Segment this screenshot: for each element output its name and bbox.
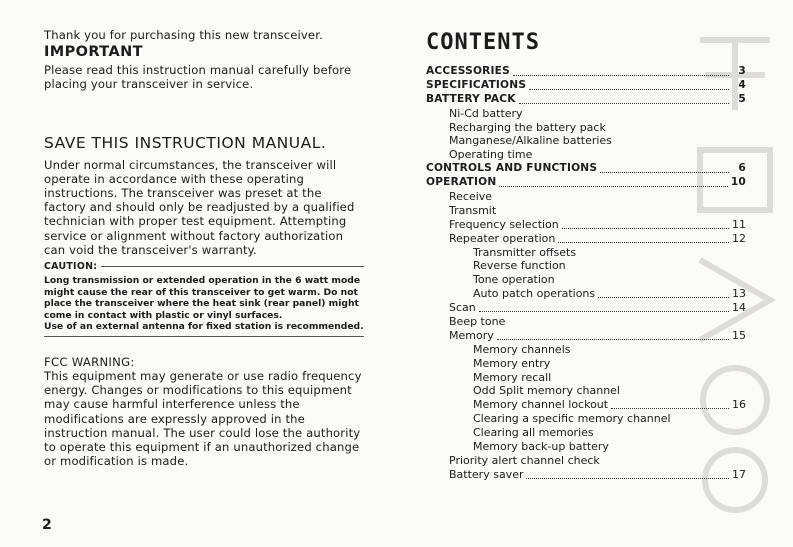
toc-entry[interactable] xyxy=(426,343,746,357)
toc-entry[interactable] xyxy=(426,176,746,190)
toc-label: Auto patch operations xyxy=(473,287,596,301)
save-manual-text: Under normal circumstances, the transceiver will operate in accordance with these operating instructions. The transceiver was preset at the factory and should only be readjusted by a qualified technician with proper test equipment. Attempting service or alignment without factory authorization can void the transceiver's warranty. xyxy=(44,157,355,257)
toc-entry[interactable] xyxy=(426,273,746,287)
toc-label: Scan xyxy=(449,301,476,315)
toc-entry[interactable] xyxy=(426,259,746,273)
toc-label: Beep tone xyxy=(449,315,506,329)
toc-page: 14 xyxy=(732,301,746,315)
toc-entry[interactable] xyxy=(426,204,746,218)
fcc-warning-text: This equipment may generate or use radio frequency energy. Changes or modifications to this equipment may cause harmful interference unless the modifications are expressly approved in the instruction manual. The user could lose the authority to operate this equipment if an unauthorized change or modification is made. xyxy=(44,369,362,469)
toc-entry[interactable] xyxy=(426,190,746,204)
table-of-contents xyxy=(426,65,746,482)
toc-entry[interactable] xyxy=(426,384,746,398)
toc-entry[interactable] xyxy=(426,93,746,107)
toc-entry[interactable] xyxy=(426,454,746,468)
toc-label: Memory recall xyxy=(473,370,552,384)
toc-entry[interactable] xyxy=(426,246,746,260)
caution-bottom-divider xyxy=(44,336,364,337)
toc-page: 6 xyxy=(738,162,746,175)
toc-label: Ni-Cd battery xyxy=(449,106,523,120)
toc-label: Operating time xyxy=(449,148,533,162)
toc-entry[interactable] xyxy=(426,440,746,454)
toc-page: 11 xyxy=(732,217,746,231)
caution-divider xyxy=(101,266,364,267)
toc-label: Memory back-up battery xyxy=(473,440,609,454)
toc-label: Repeater operation xyxy=(449,231,556,245)
toc-entry[interactable] xyxy=(426,121,746,135)
toc-entry[interactable] xyxy=(426,162,746,176)
toc-entry[interactable] xyxy=(426,371,746,385)
toc-entry[interactable] xyxy=(426,301,746,315)
toc-entry[interactable] xyxy=(426,107,746,121)
toc-page: 3 xyxy=(738,64,746,77)
toc-page: 12 xyxy=(732,231,746,245)
preface-column xyxy=(44,28,364,468)
toc-page: 10 xyxy=(730,176,746,189)
important-text: Please read this instruction manual carefully before placing your transceiver in service. xyxy=(44,63,352,92)
save-manual-heading: SAVE THIS INSTRUCTION MANUAL. xyxy=(44,133,327,152)
contents-title: CONTENTS xyxy=(426,30,540,55)
toc-label: Manganese/Alkaline batteries xyxy=(449,134,612,148)
toc-label: BATTERY PACK xyxy=(426,92,516,105)
toc-label: SPECIFICATIONS xyxy=(426,78,527,91)
intro-text: Thank you for purchasing this new transceiver. xyxy=(44,28,323,42)
toc-entry[interactable] xyxy=(426,426,746,440)
toc-label: Memory channels xyxy=(473,342,571,356)
toc-label: Recharging the battery pack xyxy=(449,120,606,134)
toc-entry[interactable] xyxy=(426,148,746,162)
toc-label: Memory xyxy=(449,328,494,342)
toc-label: Clearing all memories xyxy=(473,426,594,440)
toc-entry[interactable] xyxy=(426,329,746,343)
toc-label: Tone operation xyxy=(473,273,555,287)
caution-antenna-text: Use of an external antenna for fixed station is recommended. xyxy=(44,321,364,333)
toc-label: Receive xyxy=(449,190,493,203)
toc-page: 13 xyxy=(732,287,746,301)
toc-label: Clearing a specific memory channel xyxy=(473,412,671,426)
toc-label: Transmitter offsets xyxy=(473,245,577,259)
toc-label: Reverse function xyxy=(473,259,566,273)
caution-label: CAUTION: xyxy=(44,261,98,273)
toc-label: Transmit xyxy=(449,203,497,217)
toc-entry[interactable] xyxy=(426,287,746,301)
toc-label: Odd Split memory channel xyxy=(473,384,620,398)
toc-entry[interactable] xyxy=(426,398,746,412)
toc-entry[interactable] xyxy=(426,134,746,148)
toc-label: Priority alert channel check xyxy=(449,453,600,467)
toc-label: Battery saver xyxy=(449,467,524,481)
page-number: 2 xyxy=(42,517,52,533)
toc-page: 5 xyxy=(738,92,746,105)
contents-column xyxy=(426,30,746,482)
toc-entry[interactable] xyxy=(426,232,746,246)
fcc-warning-heading: FCC WARNING: xyxy=(44,355,135,369)
toc-entry[interactable] xyxy=(426,357,746,371)
toc-label: CONTROLS AND FUNCTIONS xyxy=(426,162,598,175)
toc-page: 17 xyxy=(732,467,746,481)
toc-label: OPERATION xyxy=(426,176,497,189)
toc-entry[interactable] xyxy=(426,315,746,329)
toc-label: Frequency selection xyxy=(449,217,559,231)
toc-page: 15 xyxy=(732,328,746,342)
toc-label: ACCESSORIES xyxy=(426,64,510,77)
caution-header xyxy=(44,261,364,272)
toc-label: Memory entry xyxy=(473,356,551,370)
toc-entry[interactable] xyxy=(426,412,746,426)
toc-page: 16 xyxy=(732,398,746,412)
toc-entry[interactable] xyxy=(426,79,746,93)
toc-label: Memory channel lockout xyxy=(473,398,609,412)
caution-text: Long transmission or extended operation in the 6 watt mode might cause the rear of this transceiver to get warm. Do not place the transceiver where the heat sink (rear panel) might come in contact with plastic or vinyl surfaces. xyxy=(44,275,361,321)
toc-entry[interactable] xyxy=(426,218,746,232)
toc-page: 4 xyxy=(738,78,746,91)
toc-entry[interactable] xyxy=(426,65,746,79)
toc-entry[interactable] xyxy=(426,468,746,482)
important-heading: IMPORTANT xyxy=(44,44,143,61)
